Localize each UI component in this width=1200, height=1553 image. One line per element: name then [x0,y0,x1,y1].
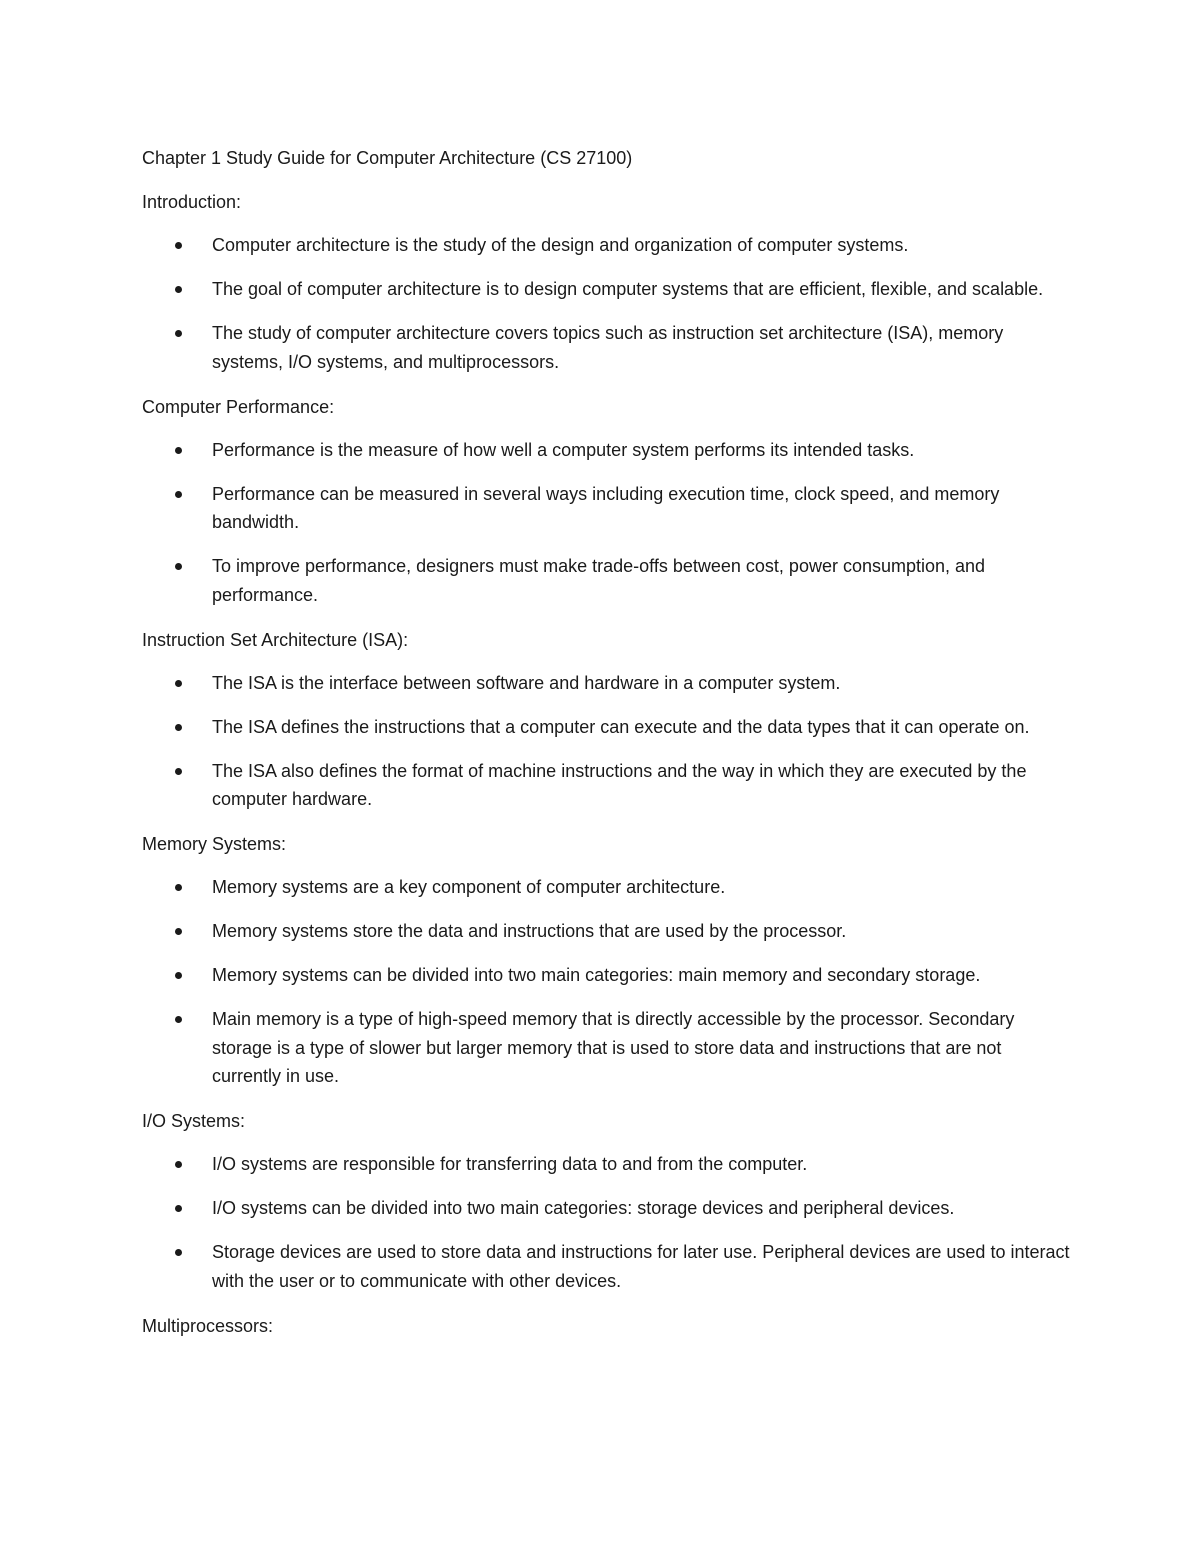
bullet-item [142,757,1072,814]
bullet-dot-icon [175,680,182,687]
bullet-text: The ISA defines the instructions that a computer can execute and the data types that it can operate on. [212,716,1030,737]
document-body [142,187,1072,1341]
bullet-dot-icon [175,447,182,454]
bullet-item [142,1150,1072,1179]
bullet-text: Performance can be measured in several ways including execution time, clock speed, and memory bandwidth. [212,483,1000,532]
bullet-item [142,480,1072,537]
bullet-text: Performance is the measure of how well a computer system performs its intended tasks. [212,439,915,460]
bullet-item [142,873,1072,902]
section [142,1311,1072,1341]
bullet-dot-icon [175,330,182,337]
bullet-item [142,713,1072,742]
bullet-list [142,669,1072,814]
bullet-text: The ISA also defines the format of machine instructions and the way in which they are executed by the computer hardware. [212,760,1027,809]
section [142,392,1072,610]
bullet-dot-icon [175,1161,182,1168]
bullet-dot-icon [175,1016,182,1023]
bullet-item [142,436,1072,465]
bullet-item [142,961,1072,990]
bullet-dot-icon [175,768,182,775]
section [142,625,1072,814]
bullet-list [142,873,1072,1091]
section [142,829,1072,1091]
bullet-list [142,436,1072,610]
bullet-text: Memory systems are a key component of computer architecture. [212,877,726,897]
bullet-text: Storage devices are used to store data and instructions for later use. Peripheral devices are used to interact with the user or to communicate with other devices. [212,1242,1070,1291]
bullet-item [142,669,1072,698]
bullet-dot-icon [175,972,182,979]
bullet-dot-icon [175,1249,182,1256]
bullet-text: To improve performance, designers must make trade-offs between cost, power consumption, and performance. [212,556,986,605]
bullet-text: The goal of computer architecture is to design computer systems that are efficient, flexible, and scalable. [212,279,1044,299]
section-heading: Multiprocessors: [142,1315,274,1336]
bullet-dot-icon [175,286,182,293]
bullet-list [142,231,1072,376]
bullet-dot-icon [175,242,182,249]
bullet-text: Memory systems can be divided into two main categories: main memory and secondary storage. [212,965,981,985]
bullet-text: I/O systems can be divided into two main categories: storage devices and peripheral devices. [212,1198,955,1218]
document-page [142,143,1072,1355]
bullet-dot-icon [175,491,182,498]
bullet-item [142,1238,1072,1295]
bullet-item [142,231,1072,260]
section-heading: I/O Systems: [142,1111,246,1131]
section [142,187,1072,376]
section-heading: Computer Performance: [142,396,335,417]
bullet-text: The study of computer architecture covers topics such as instruction set architecture (ISA), memory systems, I/O systems, and multiprocessors. [212,323,1004,372]
bullet-item [142,319,1072,376]
bullet-dot-icon [175,563,182,570]
bullet-text: Computer architecture is the study of the design and organization of computer systems. [212,235,909,255]
bullet-item [142,1005,1072,1091]
bullet-item [142,275,1072,304]
section-heading: Memory Systems: [142,834,287,854]
bullet-item [142,552,1072,609]
bullet-text: Main memory is a type of high-speed memory that is directly accessible by the processor. Secondary storage is a type of slower but larger memory that is used to store data and instructions that are not currently in use. [212,1009,1015,1086]
bullet-item [142,1194,1072,1223]
bullet-item [142,917,1072,946]
bullet-text: The ISA is the interface between software and hardware in a computer system. [212,672,841,693]
bullet-list [142,1150,1072,1295]
bullet-dot-icon [175,884,182,891]
bullet-text: Memory systems store the data and instructions that are used by the processor. [212,921,847,941]
bullet-dot-icon [175,928,182,935]
document-title: Chapter 1 Study Guide for Computer Architecture (CS 27100) [142,148,633,168]
bullet-text: I/O systems are responsible for transferring data to and from the computer. [212,1154,808,1174]
bullet-dot-icon [175,724,182,731]
bullet-dot-icon [175,1205,182,1212]
section-heading: Instruction Set Architecture (ISA): [142,629,409,650]
section [142,1106,1072,1295]
section-heading: Introduction: [142,192,242,212]
